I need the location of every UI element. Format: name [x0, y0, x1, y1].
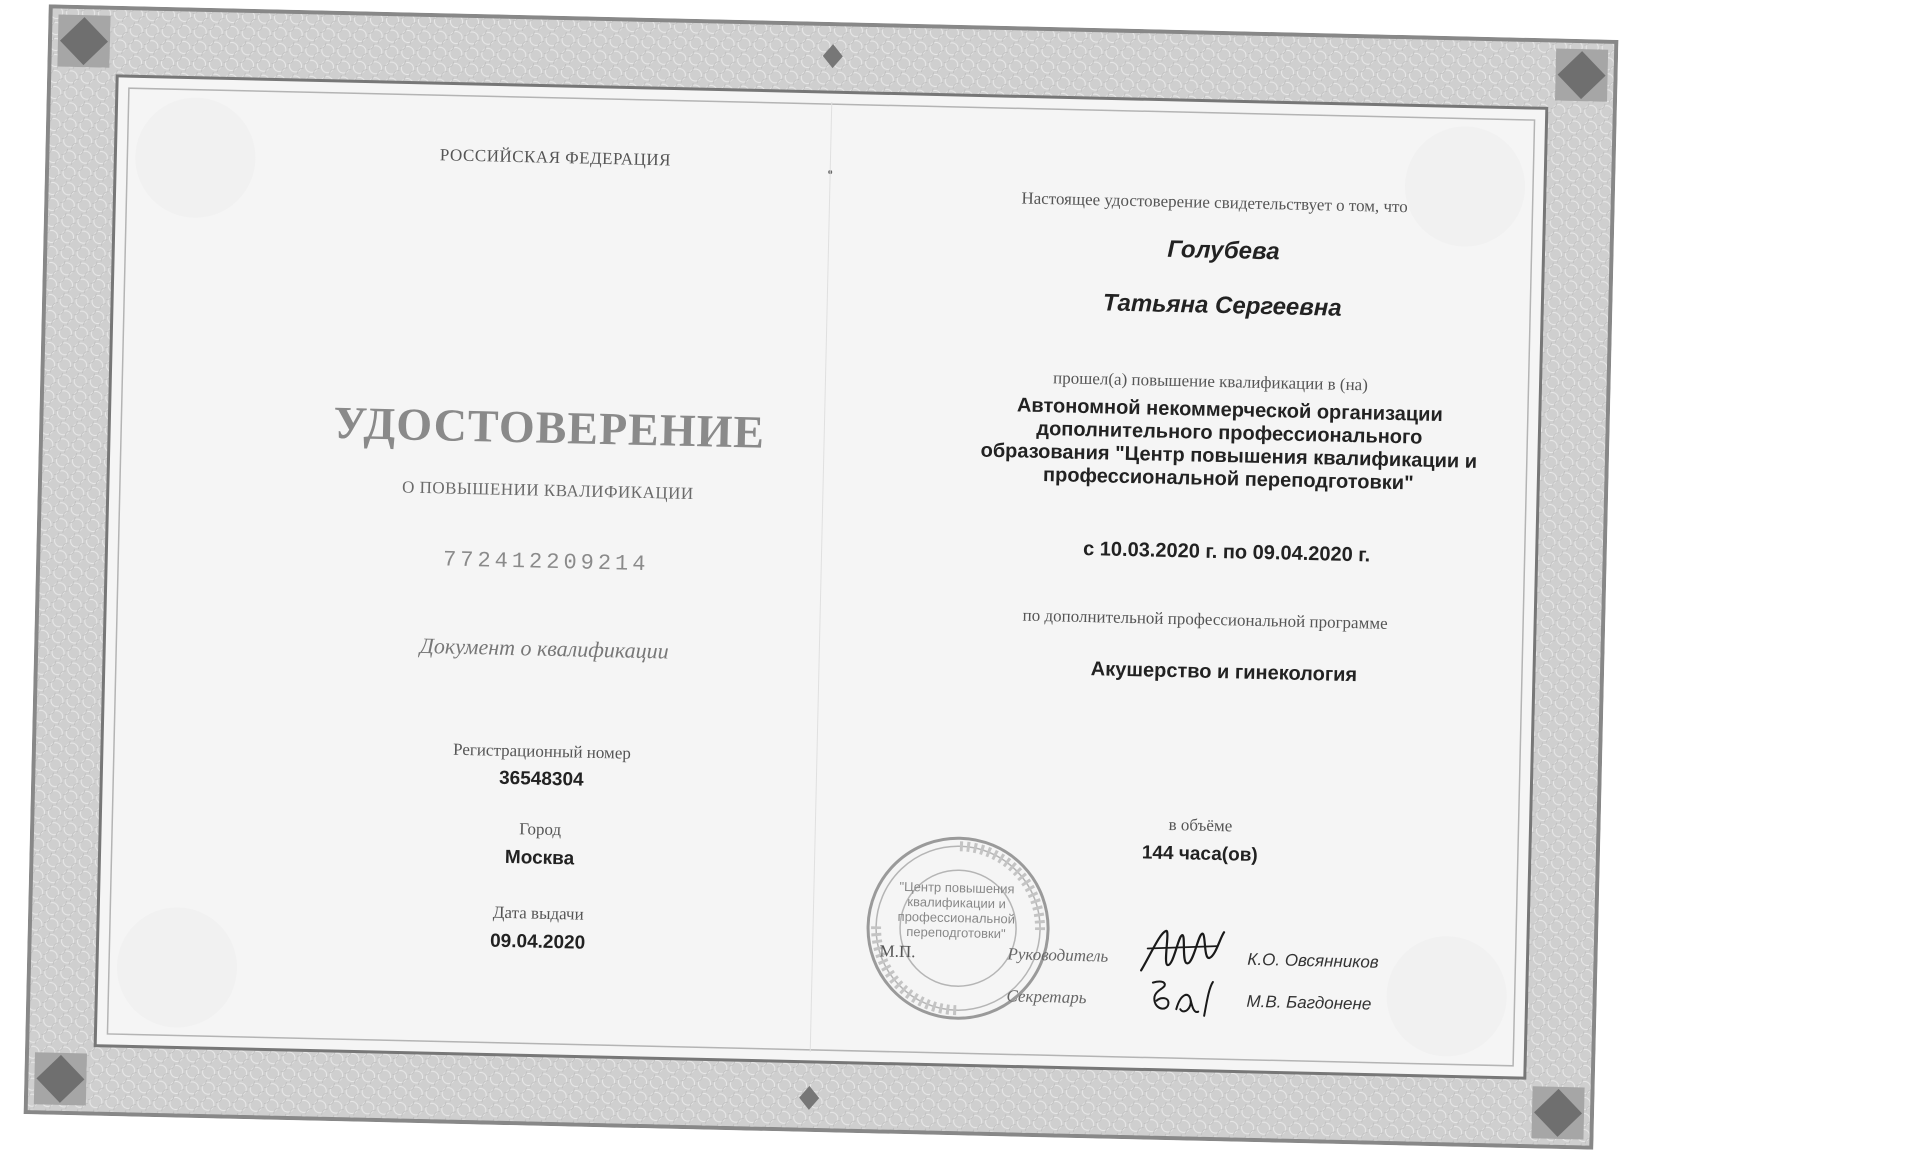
certificate-title: УДОСТОВЕРЕНИЕ	[333, 396, 766, 458]
corner-ornament-bottom-left	[34, 1052, 87, 1105]
city-label: Город	[518, 819, 562, 840]
director-signature	[1137, 922, 1228, 980]
intro-text: Настоящее удостоверение свидетельствует о том, что	[1021, 188, 1408, 217]
director-role-label: Руководитель	[1007, 944, 1109, 966]
secretary-signature	[1146, 974, 1227, 1026]
volume-hours: 144 часа(ов)	[1141, 842, 1258, 866]
holder-surname: Голубева	[1167, 235, 1280, 266]
program-name: Акушерство и гинекология	[1090, 658, 1358, 687]
secretary-role-label: Секретарь	[1006, 986, 1087, 1008]
holder-given-names: Татьяна Сергеевна	[1102, 289, 1342, 322]
secretary-name: М.В. Багдонене	[1246, 991, 1372, 1014]
program-label: по дополнительной профессиональной программе	[1022, 605, 1388, 633]
organization-name: Автономной некоммерческой организации дополнительного профессионального образования "Центр повышения квалификации и профессиональной переподготовки"	[980, 394, 1478, 495]
director-name: К.О. Овсянников	[1247, 949, 1379, 972]
corner-ornament-top-right	[1555, 49, 1608, 102]
volume-label: в объёме	[1168, 814, 1233, 836]
city-value: Москва	[504, 846, 575, 870]
registration-number: 36548304	[498, 767, 584, 791]
issue-date-label: Дата выдачи	[492, 902, 584, 924]
document-type: Документ о квалификации	[419, 632, 669, 664]
passed-training-label: прошел(а) повышение квалификации в (на)	[1052, 368, 1369, 395]
country-heading: РОССИЙСКАЯ ФЕДЕРАЦИЯ	[439, 145, 672, 170]
corner-ornament-bottom-right	[1531, 1086, 1584, 1139]
registration-number-label: Регистрационный номер	[452, 739, 632, 763]
issue-date: 09.04.2020	[489, 930, 586, 954]
stamp-place-label: М.П.	[879, 941, 916, 962]
training-period: с 10.03.2020 г. по 09.04.2020 г.	[1082, 537, 1371, 567]
serial-number: 772412209214	[442, 547, 650, 578]
certificate-subtitle: О ПОВЫШЕНИИ КВАЛИФИКАЦИИ	[401, 477, 694, 504]
corner-ornament-top-left	[57, 15, 110, 68]
seal-center-text: "Центр повышения квалификации и профессиональной переподготовки"	[897, 878, 1016, 942]
ornamental-border	[24, 4, 1619, 1149]
certificate-sheet	[24, 4, 1619, 1149]
